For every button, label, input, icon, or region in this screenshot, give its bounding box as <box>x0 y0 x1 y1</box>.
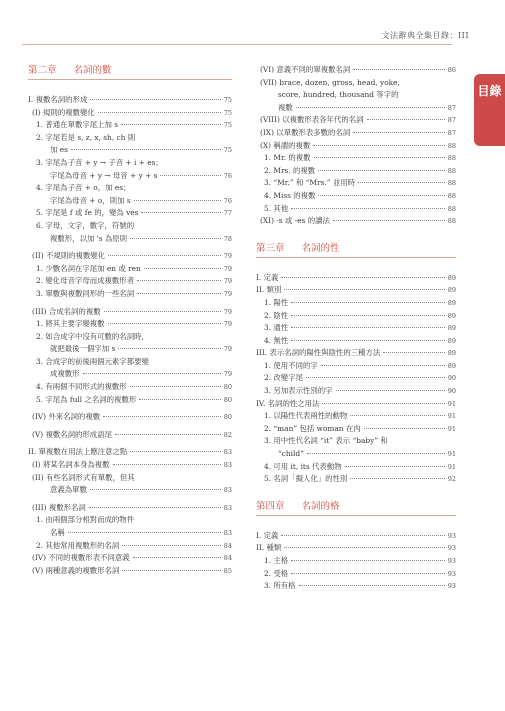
toc-entry-title: 5. 名詞「擬人化」的性別 <box>264 474 348 484</box>
dot-leader <box>322 403 444 404</box>
page-number: 87 <box>447 116 456 125</box>
toc-entry[interactable] <box>28 195 232 208</box>
toc-entry-title: (IV) 不同的複數形表不同意義 <box>32 553 130 563</box>
toc-entry[interactable] <box>256 347 456 360</box>
page-number: 75 <box>223 146 232 155</box>
dot-leader <box>291 573 445 574</box>
toc-entry[interactable] <box>28 170 232 183</box>
toc-entry[interactable] <box>256 555 456 568</box>
page-number: 88 <box>447 191 456 200</box>
toc-entry-title: 複數 <box>278 102 293 112</box>
toc-entry-title: 4. 無性 <box>264 335 289 345</box>
toc-entry[interactable] <box>256 335 456 348</box>
toc-entry[interactable] <box>256 152 456 165</box>
page-number: 75 <box>223 121 232 130</box>
page-number: 89 <box>447 324 456 333</box>
page-number: 79 <box>223 277 232 286</box>
toc-entry-title: 意義為單數 <box>50 485 87 495</box>
toc-entry-title: 3. 合成字的前後兩個元素字都要變 <box>36 356 149 366</box>
toc-entry[interactable] <box>28 565 232 578</box>
dot-leader <box>307 453 445 454</box>
dot-leader <box>115 434 221 435</box>
dot-leader <box>367 119 445 120</box>
toc-entry[interactable] <box>256 530 456 543</box>
dot-leader <box>108 255 221 256</box>
toc-entry-title: 1. Mr. 的複數 <box>264 153 311 163</box>
chapter-title: 名詞的數 <box>73 65 112 76</box>
toc-entry[interactable] <box>256 372 456 385</box>
page-number: 88 <box>447 141 456 150</box>
page-number: 92 <box>447 475 456 484</box>
dot-leader <box>281 535 444 536</box>
toc-list <box>256 64 456 228</box>
page-number: 83 <box>223 448 232 457</box>
toc-entry-title: (II) 有些名詞形式有單數，但其 <box>32 472 135 482</box>
toc-entry[interactable] <box>28 331 232 344</box>
page-number: 93 <box>447 531 456 540</box>
toc-entry[interactable] <box>28 381 232 394</box>
dot-leader <box>139 399 220 400</box>
toc-entry-title: (XI) -s 或 -es 的讀法 <box>260 216 330 226</box>
toc-left-column <box>28 64 232 577</box>
toc-entry-title: (V) 複數名詞的形成語尾 <box>32 429 112 439</box>
dot-leader <box>291 327 445 328</box>
page-number: 87 <box>447 128 456 137</box>
toc-entry[interactable] <box>256 297 456 310</box>
chapter-2-heading[interactable] <box>28 64 232 77</box>
toc-entry[interactable] <box>28 502 232 515</box>
toc-entry-title: 3. 通性 <box>264 323 289 333</box>
toc-entry-title: 1. 普通在單數字尾上加 s <box>36 120 119 130</box>
dot-leader <box>134 200 221 201</box>
page-number: 93 <box>447 569 456 578</box>
toc-entry[interactable] <box>28 411 232 424</box>
dot-leader <box>291 302 445 303</box>
toc-entry[interactable] <box>28 182 232 195</box>
dot-leader <box>137 280 221 281</box>
toc-entry-title: 4. 字尾為子音 + o，加 es； <box>36 183 131 193</box>
page-number: 83 <box>223 529 232 537</box>
dot-leader <box>313 145 444 146</box>
page-number: 91 <box>447 412 456 421</box>
dot-leader <box>98 112 221 113</box>
toc-entry-title: 1. 將其主要字變複數 <box>36 319 105 329</box>
page-number: 88 <box>447 204 456 213</box>
page-number: 79 <box>223 264 232 273</box>
toc-entry[interactable] <box>28 318 232 331</box>
dot-leader <box>89 507 221 508</box>
toc-entry-title: 4. Miss 的複數 <box>264 190 316 200</box>
page-number: 82 <box>223 430 232 439</box>
toc-entry-title: 3. “Mr.” 和 “Mrs.” 並用時 <box>264 178 356 188</box>
toc-entry[interactable] <box>28 459 232 472</box>
toc-entry-title: (I) 規則的複數變化 <box>32 107 95 117</box>
dot-leader <box>383 352 444 353</box>
toc-entry-title: I. 定義 <box>256 272 279 282</box>
page-number: 91 <box>447 462 456 471</box>
toc-entry[interactable] <box>28 394 232 407</box>
toc-entry[interactable] <box>28 306 232 319</box>
dot-leader <box>299 585 445 586</box>
toc-entry[interactable] <box>28 484 232 497</box>
toc-entry[interactable] <box>256 542 456 555</box>
toc-entry[interactable] <box>256 448 456 461</box>
dot-leader <box>318 170 445 171</box>
page-number: 90 <box>447 387 456 396</box>
toc-entry[interactable] <box>28 540 232 553</box>
page-number: 91 <box>447 424 456 433</box>
chapter-title: 名詞的性 <box>301 242 340 254</box>
dot-leader <box>122 545 220 546</box>
toc-entry-title: 2. 改變字尾 <box>264 373 303 383</box>
toc-entry[interactable] <box>256 461 456 474</box>
dot-leader <box>108 323 221 324</box>
dot-leader <box>160 175 220 176</box>
page-number: 89 <box>447 298 456 307</box>
toc-entry[interactable] <box>28 552 232 565</box>
dot-leader <box>130 386 221 387</box>
toc-entry[interactable] <box>28 288 232 301</box>
toc-entry[interactable] <box>28 94 232 107</box>
toc-entry[interactable] <box>256 215 456 228</box>
page-number: 76 <box>223 196 232 205</box>
chapter-rule <box>256 515 456 516</box>
running-header: 文法辭典全集目錄：III <box>381 31 469 40</box>
toc-entry[interactable] <box>256 398 456 411</box>
dot-leader <box>104 311 221 312</box>
toc-entry-title: 加 es <box>50 145 68 155</box>
toc-entry[interactable] <box>256 165 456 178</box>
chapter-rule <box>28 79 232 80</box>
toc-entry-title: 名稱 <box>50 528 65 537</box>
toc-entry[interactable] <box>256 322 456 335</box>
toc-entry[interactable] <box>28 233 232 246</box>
toc-entry[interactable] <box>28 144 232 157</box>
toc-entry-title: 成複數形 <box>50 369 80 379</box>
toc-list <box>256 272 456 486</box>
toc-entry-title: II. 類別 <box>256 285 282 295</box>
page-number: 76 <box>223 171 232 180</box>
toc-entry-title: (III) 合成名詞的複數 <box>32 306 101 316</box>
dot-leader <box>350 478 444 479</box>
toc-entry[interactable] <box>28 343 232 356</box>
section-tab[interactable]: 目錄 <box>474 74 505 146</box>
toc-entry[interactable] <box>256 410 456 423</box>
toc-entry[interactable] <box>28 250 232 263</box>
dot-leader <box>133 557 221 558</box>
page-number: 91 <box>447 450 456 459</box>
chapter-number: 第四章 <box>256 500 285 512</box>
toc-entry[interactable] <box>256 473 456 486</box>
toc-entry-title: (IV) 外來名詞的複數 <box>32 412 101 422</box>
header-rule <box>22 44 452 45</box>
toc-entry-title: 4. 有兩個不同形式的複數形 <box>36 382 127 392</box>
toc-entry[interactable] <box>28 368 232 381</box>
page-number: 89 <box>447 286 456 295</box>
dot-leader <box>113 464 221 465</box>
toc-entry-title: 5. 字尾是 f 或 fe 的，變為 ves <box>36 208 139 218</box>
toc-entry-title: 3. 單數與複數同形的一些名詞 <box>36 288 135 298</box>
toc-entry-title: 2. Mrs. 的複數 <box>264 165 316 175</box>
toc-entry-title: 字尾為母音 + o，則加 s <box>50 195 131 205</box>
toc-entry[interactable] <box>256 385 456 398</box>
toc-entry-title: 2. 如合成字中沒有可數的名詞時， <box>36 331 149 341</box>
dot-leader <box>284 289 444 290</box>
page-number: 80 <box>223 395 232 404</box>
dot-leader <box>296 107 445 108</box>
toc-entry[interactable] <box>28 207 232 220</box>
dot-leader <box>336 390 445 391</box>
page-number: 86 <box>447 66 456 74</box>
page-number: 79 <box>223 252 232 261</box>
toc-entry[interactable] <box>28 263 232 276</box>
toc-entry-title: 2. 其他常用複數形的名詞 <box>36 540 120 550</box>
dot-leader <box>284 547 444 548</box>
dot-leader <box>291 340 445 341</box>
toc-entry[interactable] <box>28 356 232 369</box>
toc-entry[interactable] <box>28 157 232 170</box>
page-number: 84 <box>223 554 232 563</box>
chapter-number: 第三章 <box>256 242 285 254</box>
page-number: 90 <box>447 374 456 383</box>
toc-entry[interactable] <box>28 119 232 132</box>
dot-leader <box>71 149 221 150</box>
toc-entry[interactable] <box>256 177 456 190</box>
page-number: 80 <box>223 383 232 392</box>
toc-right-column <box>256 64 456 593</box>
toc-entry[interactable] <box>28 472 232 485</box>
toc-entry-title: 4. 可用 it, its 代表動物 <box>264 461 342 471</box>
dot-leader <box>350 415 444 416</box>
toc-entry[interactable] <box>28 275 232 288</box>
toc-entry-title: 3. 所有格 <box>264 581 296 591</box>
dot-leader <box>90 99 220 100</box>
toc-list <box>28 94 232 577</box>
toc-entry[interactable] <box>256 423 456 436</box>
toc-entry-title: (IX) 以單數形表多數的名詞 <box>260 127 351 137</box>
dot-leader <box>281 277 444 278</box>
toc-entry-title: “child” <box>278 449 304 459</box>
page-number: 83 <box>223 461 232 470</box>
chapter-4-heading[interactable] <box>256 500 456 513</box>
page-number: 87 <box>447 103 456 112</box>
toc-entry-title: (VII) brace, dozen, gross, head, yoke, <box>260 77 400 87</box>
toc-entry-title: 1. 使用不同的字 <box>264 360 318 370</box>
toc-entry[interactable] <box>28 107 232 120</box>
dot-leader <box>103 416 221 417</box>
toc-entry[interactable] <box>28 132 232 145</box>
page-number: 83 <box>223 486 232 495</box>
toc-entry[interactable] <box>256 580 456 593</box>
page-number: 89 <box>447 273 456 282</box>
toc-list <box>256 530 456 593</box>
dot-leader <box>358 182 445 183</box>
chapter-title: 名詞的格 <box>301 500 340 512</box>
toc-entry[interactable] <box>256 102 456 115</box>
dot-leader <box>291 315 445 316</box>
page-number: 89 <box>447 311 456 320</box>
dot-leader <box>353 132 445 133</box>
page-number: 79 <box>223 307 232 316</box>
toc-entry-title: 6. 字母，文字，數字，符號的 <box>36 220 135 230</box>
toc-entry-title: 3. 另加表示性別的字 <box>264 386 333 396</box>
page-number: 93 <box>447 544 456 553</box>
toc-entry-title: (II) 不規則的複數變化 <box>32 251 106 261</box>
chapter-number: 第二章 <box>28 65 57 76</box>
toc-entry-title: 1. 少數名詞在字尾加 en 或 ren <box>36 263 141 273</box>
page-number: 79 <box>223 320 232 329</box>
page-number: 79 <box>223 370 232 379</box>
dot-leader <box>314 157 445 158</box>
dot-leader <box>345 466 445 467</box>
toc-entry-title: IV. 名詞的性之用法 <box>256 398 320 408</box>
toc-entry-title: (X) 稱謂的複數 <box>260 140 311 150</box>
chapter-3-heading[interactable] <box>256 242 456 255</box>
dot-leader <box>364 428 445 429</box>
toc-entry[interactable] <box>256 284 456 297</box>
dot-leader <box>90 489 221 490</box>
dot-leader <box>291 560 445 561</box>
dot-leader <box>333 220 445 221</box>
toc-entry[interactable] <box>256 77 456 90</box>
toc-entry[interactable] <box>28 514 232 527</box>
toc-entry[interactable] <box>256 272 456 285</box>
toc-entry[interactable] <box>256 140 456 153</box>
toc-entry-title: III. 表示名詞的陽性與陰性的三種方法 <box>256 348 381 358</box>
toc-entry-title: 2. 字尾若是 s, z, x, sh, ch 則 <box>36 132 136 142</box>
toc-entry-title: 2. 變化母音字母而成複數形者 <box>36 276 135 286</box>
toc-entry-title: (VIII) 以複數形表各年代的名詞 <box>260 115 364 125</box>
toc-entry[interactable] <box>256 568 456 581</box>
toc-entry[interactable] <box>28 220 232 233</box>
toc-entry[interactable] <box>256 360 456 373</box>
dot-leader <box>306 377 445 378</box>
toc-entry-title: II. 種類 <box>256 543 282 553</box>
page-number: 89 <box>447 349 456 358</box>
toc-entry-title: I. 定義 <box>256 530 279 540</box>
page-number: 93 <box>447 557 456 565</box>
toc-entry-title: 3. 字尾為子音 + y → 子音 + i + es； <box>36 157 163 167</box>
toc-entry-title: 2. 陰性 <box>264 310 289 320</box>
toc-entry[interactable] <box>256 435 456 448</box>
page-number: 75 <box>223 108 232 117</box>
toc-entry[interactable] <box>256 127 456 140</box>
page-number: 78 <box>223 234 232 243</box>
chapter-rule <box>256 257 456 258</box>
page-number: 84 <box>223 541 232 550</box>
toc-entry[interactable] <box>256 310 456 323</box>
toc-entry-title: 5. 其他 <box>264 203 289 213</box>
page-number: 77 <box>223 209 232 218</box>
dot-leader <box>144 268 221 269</box>
page-number: 80 <box>223 413 232 422</box>
toc-entry[interactable] <box>28 527 232 540</box>
dot-leader <box>130 238 221 239</box>
page-number: 89 <box>447 336 456 345</box>
dot-leader <box>68 532 221 533</box>
page-number: 88 <box>447 154 456 163</box>
page-number: 75 <box>223 96 232 104</box>
dot-leader <box>137 293 221 294</box>
toc-entry[interactable] <box>28 429 232 442</box>
toc-entry[interactable] <box>256 190 456 203</box>
toc-entry[interactable] <box>256 89 456 102</box>
page-number: 91 <box>447 399 456 408</box>
toc-entry-title: 2. “man” 包括 woman 在內 <box>264 423 361 433</box>
dot-leader <box>353 69 444 70</box>
page-number: 83 <box>223 503 232 512</box>
toc-entry-title: score, hundred, thousand 等字的 <box>278 90 399 100</box>
dot-leader <box>83 373 221 374</box>
page-number: 85 <box>223 566 232 575</box>
dot-leader <box>318 195 444 196</box>
toc-entry-title: 1. 主格 <box>264 556 289 565</box>
toc-entry-title: 1. 以陽性代表兩性的動物 <box>264 411 348 421</box>
toc-entry-title: 複數形，以加 's 為原則 <box>50 233 128 243</box>
page-number: 93 <box>447 582 456 591</box>
toc-entry-title: 1. 由兩個部分相對而成的物件 <box>36 515 135 525</box>
dot-leader <box>121 124 221 125</box>
toc-entry-title: (III) 複數形名詞 <box>32 502 86 512</box>
toc-entry-title: 字尾為母音 + y → 母音 + y + s <box>50 170 158 180</box>
dot-leader <box>122 570 220 571</box>
toc-entry-title: (VI) 意義不同的單複數名詞 <box>260 65 351 74</box>
toc-entry-title: II. 單複數在用法上應注意之點 <box>28 447 128 457</box>
page-number: 88 <box>447 166 456 175</box>
toc-entry[interactable] <box>256 64 456 77</box>
page-number: 88 <box>447 217 456 226</box>
dot-leader <box>321 365 445 366</box>
dot-leader <box>118 348 220 349</box>
page-number: 88 <box>447 179 456 188</box>
toc-entry-title: 5. 字尾為 full 之名詞的複數形 <box>36 394 137 404</box>
dot-leader <box>291 208 445 209</box>
toc-entry-title: 3. 用中性代名詞 “it” 表示 “baby” 和 <box>264 436 388 446</box>
toc-entry[interactable] <box>256 203 456 216</box>
toc-entry[interactable] <box>256 114 456 127</box>
toc-entry-title: I. 複數名詞的形成 <box>28 95 88 104</box>
toc-entry-title: 1. 陽性 <box>264 297 289 307</box>
toc-entry-title: (V) 兩種意義的複數形名詞 <box>32 565 120 575</box>
dot-leader <box>130 451 220 452</box>
toc-entry-title: (I) 將某名詞本身為複數 <box>32 460 110 470</box>
toc-entry-title: 就把最後一個字加 s <box>50 344 116 354</box>
page-number: 79 <box>223 289 232 298</box>
page-number: 89 <box>447 361 456 370</box>
toc-entry-title: 2. 受格 <box>264 568 289 578</box>
dot-leader <box>141 212 220 213</box>
toc-entry[interactable] <box>28 446 232 459</box>
page-number: 79 <box>223 345 232 354</box>
